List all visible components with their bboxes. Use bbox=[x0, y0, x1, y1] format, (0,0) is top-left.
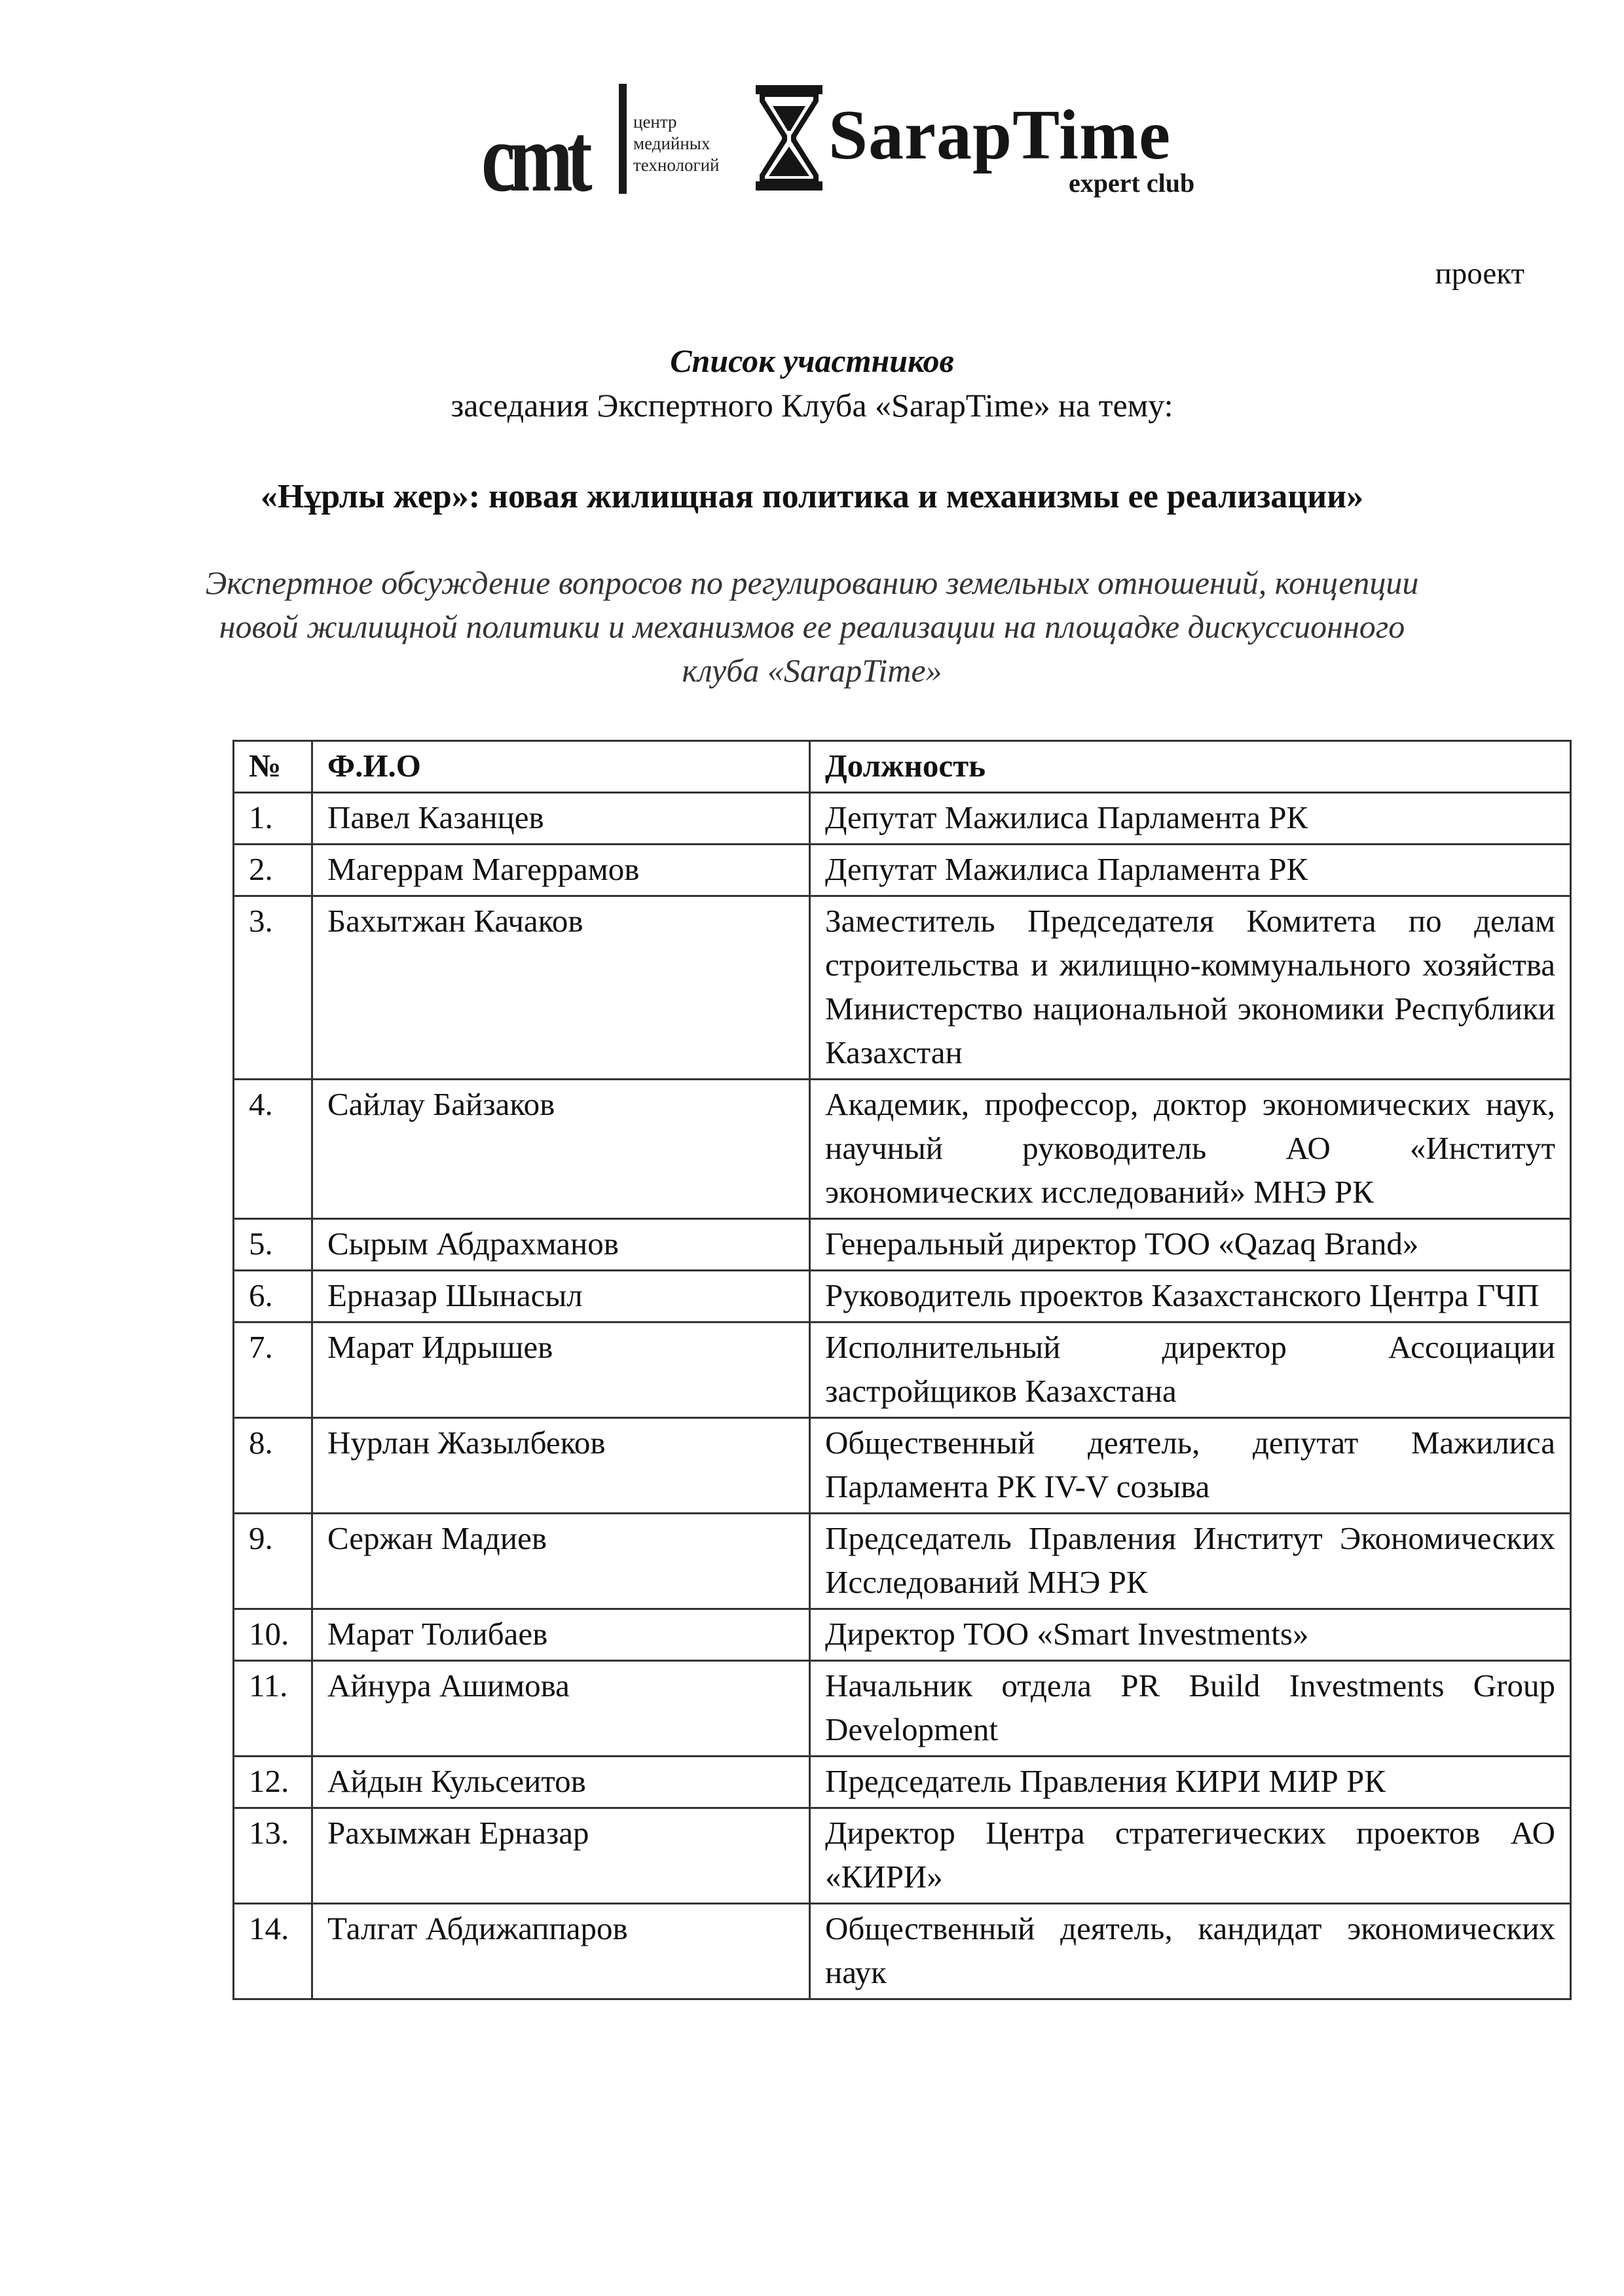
row-number: 3. bbox=[234, 896, 312, 1080]
participant-position: Директор Центра стратегических проектов АО «КИРИ» bbox=[810, 1808, 1571, 1904]
participant-name: Сержан Мадиев bbox=[312, 1514, 810, 1609]
meeting-topic: «Нұрлы жер»: новая жилищная политика и механизмы ее реализации» bbox=[260, 478, 1364, 515]
table-row bbox=[234, 1080, 1571, 1219]
row-number: 2. bbox=[234, 845, 312, 896]
row-number: 8. bbox=[234, 1418, 312, 1514]
row-number: 4. bbox=[234, 1080, 312, 1219]
row-number: 13. bbox=[234, 1808, 312, 1904]
participant-position: Руководитель проектов Казахстанского Центра ГЧП bbox=[810, 1271, 1571, 1322]
row-number: 9. bbox=[234, 1514, 312, 1609]
table-row bbox=[234, 1609, 1571, 1661]
row-number: 12. bbox=[234, 1757, 312, 1808]
participant-position: Генеральный директор ТОО «Qazaq Brand» bbox=[810, 1219, 1571, 1271]
header-position: Должность bbox=[810, 741, 1571, 793]
saraptime-logo-title: SarapTime bbox=[828, 96, 1172, 174]
list-subtitle: заседания Экспертного Клуба «SarapTime» на тему: bbox=[451, 387, 1173, 424]
table-row bbox=[234, 1661, 1571, 1757]
participant-position: Общественный деятель, депутат Мажилиса Парламента РК IV-V созыва bbox=[810, 1418, 1571, 1514]
cmt-logo-mark: cmt bbox=[481, 103, 587, 212]
table-row bbox=[234, 1219, 1571, 1271]
saraptime-logo-subtitle: expert club bbox=[1069, 168, 1195, 198]
participant-name: Нурлан Жазылбеков bbox=[312, 1418, 810, 1514]
participant-name: Магеррам Магеррамов bbox=[312, 845, 810, 896]
table-header-row bbox=[234, 741, 1571, 793]
table-row bbox=[234, 1322, 1571, 1418]
participant-position: Председатель Правления КИРИ МИР РК bbox=[810, 1757, 1571, 1808]
row-number: 10. bbox=[234, 1609, 312, 1661]
cmt-caption-line: медийных bbox=[633, 134, 710, 153]
participant-position: Общественный деятель, кандидат экономических наук bbox=[810, 1904, 1571, 1999]
meeting-description: Экспертное обсуждение вопросов по регулированию земельных отношений, концепции новой жилищной политики и механизмов ее реализации на площадке дискуссионного клуба «SarapTime» bbox=[205, 564, 1419, 689]
participant-position: Депутат Мажилиса Парламента РК bbox=[810, 793, 1571, 845]
participant-name: Айдын Кульсеитов bbox=[312, 1757, 810, 1808]
row-number: 5. bbox=[234, 1219, 312, 1271]
header-logos bbox=[481, 77, 1234, 212]
participant-position: Директор ТОО «Smart Investments» bbox=[810, 1609, 1571, 1661]
list-title: Список участников bbox=[670, 342, 954, 379]
participant-position: Заместитель Председателя Комитета по делам строительства и жилищно-коммунального хозяйства Министерство национальной экономики Республики Казахстан bbox=[810, 896, 1571, 1080]
cmt-caption-line: центр bbox=[633, 112, 677, 132]
participant-name: Марат Толибаев bbox=[312, 1609, 810, 1661]
participant-position: Начальник отдела PR Build Investments Group Development bbox=[810, 1661, 1571, 1757]
participant-name: Павел Казанцев bbox=[312, 793, 810, 845]
cmt-logo-divider bbox=[619, 84, 627, 194]
table-row bbox=[234, 896, 1571, 1080]
participant-name: Ерназар Шынасыл bbox=[312, 1271, 810, 1322]
participant-position: Исполнительный директор Ассоциации застройщиков Казахстана bbox=[810, 1322, 1571, 1418]
participant-position: Председатель Правления Институт Экономических Исследований МНЭ РК bbox=[810, 1514, 1571, 1609]
cmt-caption-line: технологий bbox=[633, 155, 720, 175]
row-number: 14. bbox=[234, 1904, 312, 1999]
row-number: 11. bbox=[234, 1661, 312, 1757]
project-note: проект bbox=[1435, 257, 1524, 291]
participant-name: Айнура Ашимова bbox=[312, 1661, 810, 1757]
table-row bbox=[234, 1757, 1571, 1808]
row-number: 6. bbox=[234, 1271, 312, 1322]
participant-name: Марат Идрышев bbox=[312, 1322, 810, 1418]
header-full-name: Ф.И.О bbox=[312, 741, 810, 793]
participant-position: Академик, профессор, доктор экономических наук, научный руководитель АО «Институт экономических исследований» МНЭ РК bbox=[810, 1080, 1571, 1219]
participant-name: Сырым Абдрахманов bbox=[312, 1219, 810, 1271]
hourglass-icon bbox=[753, 84, 825, 192]
table-row bbox=[234, 793, 1571, 845]
table-row bbox=[234, 1904, 1571, 1999]
participant-position: Депутат Мажилиса Парламента РК bbox=[810, 845, 1571, 896]
participant-name: Бахытжан Качаков bbox=[312, 896, 810, 1080]
participant-name: Рахымжан Ерназар bbox=[312, 1808, 810, 1904]
cmt-logo-caption bbox=[633, 111, 764, 176]
row-number: 1. bbox=[234, 793, 312, 845]
header-number: № bbox=[234, 741, 312, 793]
participant-name: Сайлау Байзаков bbox=[312, 1080, 810, 1219]
table-row bbox=[234, 845, 1571, 896]
participants-table bbox=[232, 740, 1572, 2000]
table-row bbox=[234, 1808, 1571, 1904]
row-number: 7. bbox=[234, 1322, 312, 1418]
table-row bbox=[234, 1271, 1571, 1322]
participant-name: Талгат Абдижаппаров bbox=[312, 1904, 810, 1999]
table-row bbox=[234, 1514, 1571, 1609]
table-row bbox=[234, 1418, 1571, 1514]
